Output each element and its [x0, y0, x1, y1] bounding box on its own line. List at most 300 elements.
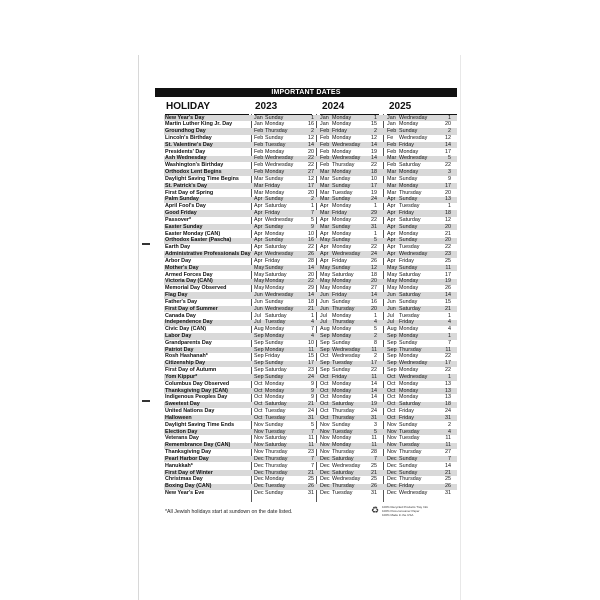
month-2023: Oct [254, 380, 263, 387]
day-2023: 14 [308, 264, 314, 271]
day-2024: 20 [371, 278, 377, 285]
month-2025: Jun [387, 298, 396, 305]
weekday-2024: Wednesday [332, 155, 361, 162]
month-2023: Feb [254, 128, 264, 135]
day-2023: 9 [311, 394, 314, 401]
day-2023: 25 [308, 476, 314, 483]
table-row [165, 237, 457, 244]
weekday-2023: Monday [265, 278, 285, 285]
day-2025: 18 [445, 210, 451, 217]
day-2025: 7 [448, 339, 451, 346]
weekday-2024: Monday [332, 394, 352, 401]
table-row [165, 299, 457, 306]
day-2024: 1 [374, 203, 377, 210]
day-2025: 12 [445, 134, 451, 141]
weekday-2023: Sunday [265, 360, 284, 367]
weekday-2025: Sunday [399, 237, 418, 244]
month-2025: Jul [387, 312, 394, 319]
weekday-2024: Monday [332, 148, 352, 155]
weekday-2023: Thursday [265, 469, 288, 476]
day-2025: 13 [445, 394, 451, 401]
table-row [165, 326, 457, 333]
month-2024: Mar [320, 175, 330, 182]
table-row [165, 244, 457, 251]
month-2025: Sep [387, 360, 397, 367]
day-2023: 16 [308, 237, 314, 244]
holiday-name: Arbor Day [165, 257, 192, 264]
month-2024: Feb [320, 155, 330, 162]
weekday-2025: Friday [399, 257, 414, 264]
month-2025: Apr [387, 203, 396, 210]
holiday-name: Pearl Harbor Day [165, 455, 209, 462]
holiday-name: Grandparents Day [165, 339, 212, 346]
day-2025: 17 [445, 148, 451, 155]
holiday-name: Lincoln's Birthday [165, 134, 212, 141]
month-2023: Mar [254, 189, 264, 196]
day-2024: 24 [371, 408, 377, 415]
day-2023: 11 [308, 435, 314, 442]
holiday-name: Earth Day [165, 244, 191, 251]
day-2025: 14 [445, 292, 451, 299]
month-2024: Jun [320, 298, 329, 305]
footnote: *All Jewish holidays start at sundown on the date listed. [165, 509, 293, 515]
weekday-2023: Monday [265, 326, 285, 333]
weekday-2023: Tuesday [265, 428, 286, 435]
day-2023: 14 [308, 292, 314, 299]
holiday-name: Canada Day [165, 312, 196, 319]
weekday-2024: Tuesday [332, 490, 353, 497]
table-row [165, 121, 457, 128]
punch-hole-mark [142, 400, 150, 402]
table-row [165, 203, 457, 210]
weekday-2025: Friday [399, 141, 414, 148]
weekday-2023: Tuesday [265, 141, 286, 148]
day-2025: 19 [445, 278, 451, 285]
day-2023: 7 [311, 210, 314, 217]
table-row [165, 463, 457, 470]
month-2023: Jan [254, 121, 263, 128]
weekday-2024: Wednesday [332, 251, 361, 258]
weekday-2025: Wednesday [399, 114, 428, 121]
month-2024: Dec [320, 476, 330, 483]
weekday-2025: Monday [399, 367, 419, 374]
holiday-table [165, 115, 457, 497]
table-row [165, 476, 457, 483]
month-2023: Sep [254, 373, 264, 380]
day-2024: 18 [371, 271, 377, 278]
weekday-2024: Sunday [332, 264, 351, 271]
day-2025: 21 [445, 305, 451, 312]
table-row [165, 190, 457, 197]
month-2025: Feb [387, 162, 397, 169]
day-2023: 17 [308, 360, 314, 367]
day-2023: 31 [308, 490, 314, 497]
table-row [165, 449, 457, 456]
holiday-name: First Day of Autumn [165, 367, 217, 374]
month-2025: Oct [387, 408, 396, 415]
weekday-2023: Sunday [265, 490, 284, 497]
weekday-2025: Monday [399, 326, 419, 333]
table-row [165, 490, 457, 497]
month-2023: Oct [254, 394, 263, 401]
month-2025: Apr [387, 230, 396, 237]
day-2025: 4 [448, 326, 451, 333]
weekday-2024: Friday [332, 210, 347, 217]
day-2023: 15 [308, 353, 314, 360]
holiday-name: First Day of Summer [165, 305, 218, 312]
month-2024: Mar [320, 189, 330, 196]
month-2023: Jun [254, 305, 263, 312]
month-2025: Mar [387, 155, 397, 162]
day-2024: 24 [371, 251, 377, 258]
month-2023: Dec [254, 476, 264, 483]
weekday-2025: Tuesday [399, 435, 420, 442]
day-2023: 9 [311, 387, 314, 394]
month-2023: Dec [254, 490, 264, 497]
table-row [165, 340, 457, 347]
fine-print-line: 100% Post-consumer Paper [382, 509, 420, 513]
month-2023: Apr [254, 216, 263, 223]
month-2023: Oct [254, 387, 263, 394]
day-2025: 2 [448, 128, 451, 135]
month-2023: Mar [254, 175, 264, 182]
day-2024: 3 [374, 421, 377, 428]
holiday-name: Boxing Day (CAN) [165, 483, 212, 490]
weekday-2023: Wednesday [265, 216, 294, 223]
day-2024: 16 [371, 298, 377, 305]
weekday-2025: Saturday [399, 305, 421, 312]
month-2024: Jan [320, 121, 329, 128]
month-2024: Jul [320, 319, 327, 326]
holiday-name: New Year's Eve [165, 490, 205, 497]
table-row [165, 429, 457, 436]
month-2023: May [254, 271, 265, 278]
table-row [165, 217, 457, 224]
weekday-2025: Sunday [399, 223, 418, 230]
weekday-2024: Monday [332, 114, 352, 121]
day-2024: 5 [374, 428, 377, 435]
holiday-name: Memorial Day Observed [165, 285, 227, 292]
table-row [165, 162, 457, 169]
weekday-2023: Sunday [265, 114, 284, 121]
month-2024: May [320, 278, 331, 285]
month-2025: Apr [387, 196, 396, 203]
weekday-2025: Tuesday [399, 312, 420, 319]
month-2024: Nov [320, 421, 330, 428]
month-2025: Apr [387, 210, 396, 217]
month-2025: Jun [387, 292, 396, 299]
month-2023: Feb [254, 162, 264, 169]
holiday-name: Halloween [165, 414, 192, 421]
month-2023: Dec [254, 462, 264, 469]
holiday-name: Ash Wednesday [165, 155, 207, 162]
weekday-2025: Monday [399, 230, 419, 237]
month-2025: Jun [387, 305, 396, 312]
weekday-2024: Thursday [332, 449, 355, 456]
weekday-2025: Monday [399, 353, 419, 360]
table-row [165, 470, 457, 477]
day-2024: 18 [371, 169, 377, 176]
day-2025: 15 [445, 298, 451, 305]
weekday-2024: Sunday [332, 237, 351, 244]
month-2025: Oct [387, 387, 396, 394]
holiday-name: Yom Kippur* [165, 373, 198, 380]
weekday-2025: Friday [399, 319, 414, 326]
weekday-2024: Sunday [332, 175, 351, 182]
month-2024: Oct [320, 373, 329, 380]
month-2025: Oct [387, 401, 396, 408]
day-2024: 11 [371, 435, 377, 442]
table-row [165, 374, 457, 381]
month-2024: Apr [320, 251, 329, 258]
day-2023: 23 [308, 449, 314, 456]
month-2025: Jan [387, 114, 396, 121]
day-2024: 17 [371, 182, 377, 189]
day-2025: 5 [448, 155, 451, 162]
day-2024: 31 [371, 490, 377, 497]
table-row [165, 353, 457, 360]
month-2025: May [387, 264, 398, 271]
day-2024: 29 [371, 210, 377, 217]
weekday-2025: Wednesday [399, 360, 428, 367]
day-2024: 28 [371, 449, 377, 456]
important-dates-banner: IMPORTANT DATES [155, 88, 457, 97]
year-2025-header: 2025 [389, 101, 412, 112]
weekday-2025: Saturday [399, 162, 421, 169]
weekday-2023: Wednesday [265, 162, 294, 169]
weekday-2025: Wednesday [399, 134, 428, 141]
month-2023: Feb [254, 141, 264, 148]
weekday-2025: Wednesday [399, 155, 428, 162]
weekday-2023: Thursday [265, 449, 288, 456]
day-2023: 7 [311, 462, 314, 469]
day-2023: 7 [311, 326, 314, 333]
weekday-2023: Tuesday [265, 408, 286, 415]
month-2024: Sep [320, 346, 330, 353]
day-2023: 10 [308, 339, 314, 346]
day-2024: 27 [371, 285, 377, 292]
weekday-2023: Wednesday [265, 155, 294, 162]
weekday-2024: Tuesday [332, 428, 353, 435]
month-2025: Dec [387, 483, 397, 490]
day-2023: 5 [311, 421, 314, 428]
weekday-2023: Thursday [265, 455, 288, 462]
month-2025: Jan [387, 121, 396, 128]
day-2023: 20 [308, 189, 314, 196]
month-2024: Sep [320, 367, 330, 374]
month-2023: May [254, 278, 265, 285]
day-2025: 12 [445, 216, 451, 223]
month-2024: Nov [320, 442, 330, 449]
weekday-2023: Friday [265, 182, 280, 189]
month-2024: May [320, 285, 331, 292]
day-2023: 4 [311, 319, 314, 326]
holiday-name: Christmas Day [165, 476, 203, 483]
weekday-2024: Monday [332, 380, 352, 387]
weekday-2023: Saturday [265, 435, 287, 442]
month-2024: Sep [320, 360, 330, 367]
weekday-2025: Friday [399, 414, 414, 421]
table-row [165, 142, 457, 149]
day-2024: 22 [371, 216, 377, 223]
weekday-2025: Friday [399, 210, 414, 217]
month-2025: Oct [387, 373, 396, 380]
table-row [165, 272, 457, 279]
day-2023: 1 [311, 203, 314, 210]
month-2023: Apr [254, 237, 263, 244]
table-row [165, 313, 457, 320]
weekday-2025: Wednesday [399, 251, 428, 258]
month-2023: Oct [254, 401, 263, 408]
weekday-2024: Sunday [332, 367, 351, 374]
day-2025: 27 [445, 449, 451, 456]
table-row [165, 278, 457, 285]
month-2024: Dec [320, 462, 330, 469]
day-2023: 1 [311, 114, 314, 121]
weekday-2024: Sunday [332, 339, 351, 346]
month-2023: Sep [254, 346, 264, 353]
month-2025: Mar [387, 189, 397, 196]
holiday-name: Mother's Day [165, 264, 199, 271]
day-2023: 16 [308, 121, 314, 128]
month-2024: Feb [320, 141, 330, 148]
holiday-name: Easter Sunday [165, 223, 203, 230]
day-2024: 5 [374, 237, 377, 244]
weekday-2025: Sunday [399, 339, 418, 346]
weekday-2024: Sunday [332, 298, 351, 305]
holiday-name: Hanukkah* [165, 462, 193, 469]
weekday-2024: Monday [332, 230, 352, 237]
day-2025: 13 [445, 387, 451, 394]
holiday-name: Victoria Day (CAN) [165, 278, 213, 285]
month-2023: May [254, 285, 265, 292]
weekday-2023: Friday [265, 210, 280, 217]
month-2025: Oct [387, 414, 396, 421]
weekday-2024: Wednesday [332, 462, 361, 469]
table-row [165, 224, 457, 231]
weekday-2023: Sunday [265, 339, 284, 346]
day-2025: 17 [445, 271, 451, 278]
month-2024: Oct [320, 414, 329, 421]
month-2024: May [320, 237, 331, 244]
table-row [165, 367, 457, 374]
day-2024: 11 [371, 373, 377, 380]
day-2025: 24 [445, 408, 451, 415]
month-2024: Oct [320, 408, 329, 415]
table-row [165, 306, 457, 313]
table-row [165, 394, 457, 401]
holiday-name: Passover* [165, 216, 192, 223]
weekday-2024: Thursday [332, 162, 355, 169]
weekday-2024: Monday [332, 387, 352, 394]
weekday-2023: Saturday [265, 312, 287, 319]
month-2024: Apr [320, 230, 329, 237]
weekday-2025: Sunday [399, 175, 418, 182]
day-2023: 2 [311, 128, 314, 135]
month-2025: Nov [387, 442, 397, 449]
month-2024: Dec [320, 483, 330, 490]
day-2024: 11 [371, 346, 377, 353]
weekday-2025: Saturday [399, 292, 421, 299]
month-2024: Apr [320, 216, 329, 223]
weekday-2023: Saturday [265, 271, 287, 278]
day-2023: 7 [311, 455, 314, 462]
weekday-2024: Thursday [332, 305, 355, 312]
month-2023: Nov [254, 421, 264, 428]
weekday-2025: Monday [399, 285, 419, 292]
holiday-name: Easter Monday (CAN) [165, 230, 221, 237]
weekday-2025: Sunday [399, 264, 418, 271]
weekday-2024: Sunday [332, 223, 351, 230]
day-2024: 14 [371, 141, 377, 148]
day-2023: 2 [311, 196, 314, 203]
fine-print-line: 100% Made In the USA [382, 513, 414, 517]
weekday-2024: Monday [332, 333, 352, 339]
month-2024: Dec [320, 455, 330, 462]
day-2025: 9 [448, 175, 451, 182]
month-2023: Apr [254, 196, 263, 203]
holiday-name: Armed Forces Day [165, 271, 213, 278]
weekday-2023: Saturday [265, 203, 287, 210]
month-2023: Mar [254, 182, 264, 189]
weekday-2025: Wednesday [399, 490, 428, 497]
weekday-2025: Sunday [399, 196, 418, 203]
month-2024: Apr [320, 244, 329, 251]
month-2024: May [320, 264, 331, 271]
month-2025: Fe [387, 134, 394, 141]
month-2025: Feb [387, 141, 397, 148]
day-2024: 20 [371, 305, 377, 312]
day-2025: 1 [448, 203, 451, 210]
weekday-2023: Saturday [265, 401, 287, 408]
weekday-2024: Monday [332, 285, 352, 292]
holiday-column-header: HOLIDAY [166, 101, 211, 112]
day-2023: 20 [308, 148, 314, 155]
holiday-name: Presidents' Day [165, 148, 206, 155]
table-row [165, 401, 457, 408]
holiday-name: Thanksgiving Day [165, 449, 212, 456]
weekday-2024: Thursday [332, 483, 355, 490]
weekday-2025: Monday [399, 333, 419, 339]
month-2023: Apr [254, 244, 263, 251]
weekday-2024: Tuesday [332, 360, 353, 367]
weekday-2025: Sunday [399, 455, 418, 462]
day-2023: 14 [308, 141, 314, 148]
weekday-2024: Friday [332, 373, 347, 380]
day-2023: 10 [308, 230, 314, 237]
table-row [165, 415, 457, 422]
day-2025: 22 [445, 244, 451, 251]
table-row [165, 388, 457, 395]
day-2023: 21 [308, 401, 314, 408]
month-2024: Apr [320, 203, 329, 210]
day-2023: 22 [308, 155, 314, 162]
day-2023: 18 [308, 298, 314, 305]
weekday-2024: Monday [332, 203, 352, 210]
weekday-2023: Tuesday [265, 414, 286, 421]
month-2023: Sep [254, 333, 264, 339]
day-2024: 7 [374, 455, 377, 462]
day-2025: 14 [445, 141, 451, 148]
day-2024: 14 [371, 155, 377, 162]
weekday-2024: Wednesday [332, 476, 361, 483]
day-2023: 26 [308, 251, 314, 258]
month-2025: Dec [387, 490, 397, 497]
weekday-2024: Friday [332, 292, 347, 299]
day-2025: 3 [448, 169, 451, 176]
month-2025: Mar [387, 182, 397, 189]
day-2025: 4 [448, 428, 451, 435]
